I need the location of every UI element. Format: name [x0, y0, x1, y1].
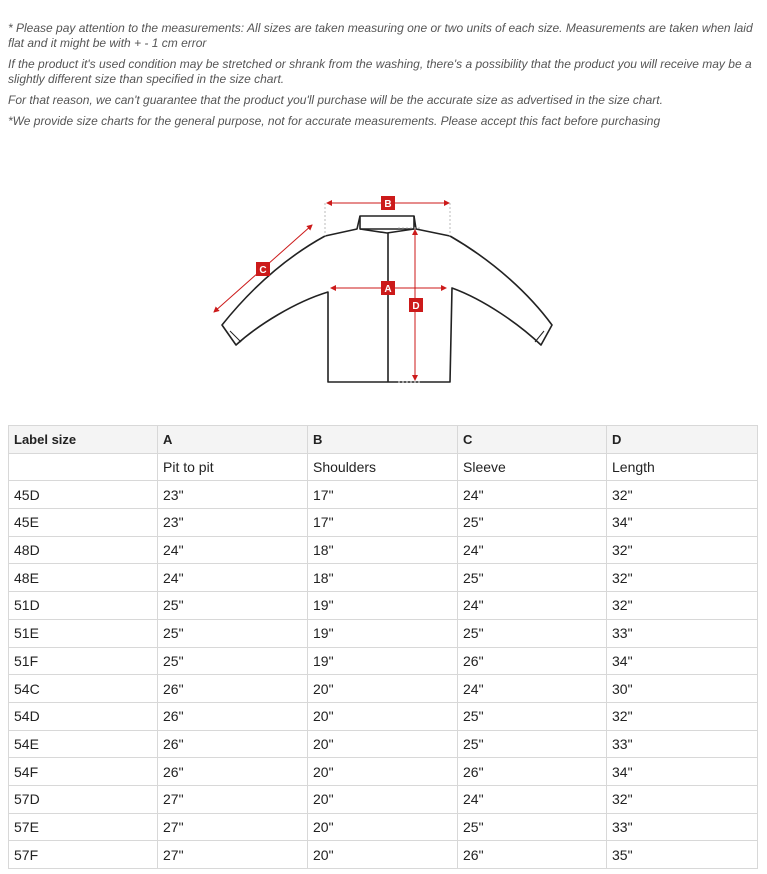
table-row — [9, 481, 758, 509]
marker-d — [409, 298, 423, 312]
table-row — [9, 592, 758, 620]
pit-to-pit-cell: 23" — [158, 481, 308, 509]
label-size-cell: 54C — [9, 675, 158, 703]
marker-b — [381, 196, 395, 210]
note-general-purpose: *We provide size charts for the general purpose, not for accurate measurements. Please accept this fact before purchasing — [8, 114, 661, 128]
label-size-cell: 51E — [9, 619, 158, 647]
size-chart-table — [8, 425, 758, 869]
note-no-guarantee: For that reason, we can't guarantee that the product you'll purchase will be the accurate size as advertised in the size chart. — [8, 93, 663, 107]
sleeve-cell: 26" — [458, 647, 607, 675]
length-cell: 32" — [607, 481, 758, 509]
marker-a — [381, 281, 395, 295]
pit-to-pit-cell: 25" — [158, 619, 308, 647]
table-subheader-row — [9, 453, 758, 481]
measurement-notes — [8, 21, 760, 135]
pit-to-pit-cell: 25" — [158, 647, 308, 675]
length-cell: 30" — [607, 675, 758, 703]
length-cell: 35" — [607, 841, 758, 869]
length-cell: 32" — [607, 592, 758, 620]
shoulders-cell: 19" — [308, 592, 458, 620]
note-measurements: * Please pay attention to the measurements: All sizes are taken measuring one or two units of each size. Measurements are taken when laid flat and it might be with + - 1 cm error — [8, 21, 753, 50]
label-size-cell: 45D — [9, 481, 158, 509]
table-row — [9, 730, 758, 758]
subheader-shoulders: Shoulders — [308, 453, 458, 481]
subheader-empty — [9, 453, 158, 481]
label-size-cell: 57F — [9, 841, 158, 869]
length-cell: 33" — [607, 619, 758, 647]
shoulders-cell: 17" — [308, 509, 458, 537]
label-size-cell: 51F — [9, 647, 158, 675]
sleeve-cell: 25" — [458, 730, 607, 758]
pit-to-pit-cell: 24" — [158, 564, 308, 592]
sleeve-cell: 24" — [458, 481, 607, 509]
sleeve-cell: 25" — [458, 619, 607, 647]
jacket-measurement-diagram — [205, 190, 565, 390]
shoulders-cell: 18" — [308, 564, 458, 592]
subheader-pit-to-pit: Pit to pit — [158, 453, 308, 481]
shoulders-cell: 20" — [308, 702, 458, 730]
length-cell: 34" — [607, 647, 758, 675]
table-row — [9, 785, 758, 813]
length-cell: 32" — [607, 702, 758, 730]
subheader-sleeve: Sleeve — [458, 453, 607, 481]
marker-c — [256, 262, 270, 276]
svg-text:C: C — [259, 265, 267, 276]
sleeve-cell: 24" — [458, 675, 607, 703]
label-size-cell: 57D — [9, 785, 158, 813]
length-cell: 34" — [607, 758, 758, 786]
label-size-cell: 45E — [9, 509, 158, 537]
pit-to-pit-cell: 27" — [158, 813, 308, 841]
svg-text:D: D — [412, 301, 420, 312]
sleeve-cell: 25" — [458, 702, 607, 730]
length-cell: 32" — [607, 564, 758, 592]
svg-text:B: B — [384, 199, 392, 210]
table-row — [9, 813, 758, 841]
table-row — [9, 536, 758, 564]
sleeve-cell: 25" — [458, 509, 607, 537]
pit-to-pit-cell: 25" — [158, 592, 308, 620]
shoulders-cell: 19" — [308, 619, 458, 647]
table-row — [9, 841, 758, 869]
label-size-cell: 54D — [9, 702, 158, 730]
table-row — [9, 564, 758, 592]
label-size-cell: 48D — [9, 536, 158, 564]
length-cell: 32" — [607, 536, 758, 564]
table-row — [9, 675, 758, 703]
label-size-cell: 54E — [9, 730, 158, 758]
length-cell: 34" — [607, 509, 758, 537]
pit-to-pit-cell: 24" — [158, 536, 308, 564]
length-cell: 33" — [607, 730, 758, 758]
sleeve-cell: 26" — [458, 841, 607, 869]
pit-to-pit-cell: 27" — [158, 841, 308, 869]
table-row — [9, 647, 758, 675]
shoulders-cell: 20" — [308, 758, 458, 786]
sleeve-cell: 26" — [458, 758, 607, 786]
shoulders-cell: 20" — [308, 730, 458, 758]
pit-to-pit-cell: 26" — [158, 702, 308, 730]
header-a: A — [158, 426, 308, 454]
jacket-outline — [222, 216, 552, 382]
shoulders-cell: 19" — [308, 647, 458, 675]
pit-to-pit-cell: 26" — [158, 758, 308, 786]
table-header-row — [9, 426, 758, 454]
svg-text:A: A — [384, 284, 392, 295]
table-row — [9, 619, 758, 647]
pit-to-pit-cell: 26" — [158, 675, 308, 703]
sleeve-cell: 25" — [458, 564, 607, 592]
label-size-cell: 57E — [9, 813, 158, 841]
table-row — [9, 702, 758, 730]
pit-to-pit-cell: 26" — [158, 730, 308, 758]
shoulders-cell: 17" — [308, 481, 458, 509]
note-used-condition: If the product it's used condition may be stretched or shrank from the washing, there's a possibility that the product you will receive may be a slightly different size than specified in the size chart. — [8, 57, 752, 86]
label-size-cell: 48E — [9, 564, 158, 592]
header-label-size: Label size — [9, 426, 158, 454]
length-cell: 32" — [607, 785, 758, 813]
header-d: D — [607, 426, 758, 454]
length-cell: 33" — [607, 813, 758, 841]
sleeve-cell: 24" — [458, 785, 607, 813]
sleeve-cell: 24" — [458, 592, 607, 620]
shoulders-cell: 20" — [308, 785, 458, 813]
subheader-length: Length — [607, 453, 758, 481]
table-row — [9, 758, 758, 786]
shoulders-cell: 20" — [308, 813, 458, 841]
pit-to-pit-cell: 23" — [158, 509, 308, 537]
shoulders-cell: 18" — [308, 536, 458, 564]
label-size-cell: 51D — [9, 592, 158, 620]
header-c: C — [458, 426, 607, 454]
shoulders-cell: 20" — [308, 675, 458, 703]
shoulders-cell: 20" — [308, 841, 458, 869]
sleeve-cell: 24" — [458, 536, 607, 564]
header-b: B — [308, 426, 458, 454]
table-row — [9, 509, 758, 537]
pit-to-pit-cell: 27" — [158, 785, 308, 813]
label-size-cell: 54F — [9, 758, 158, 786]
sleeve-cell: 25" — [458, 813, 607, 841]
